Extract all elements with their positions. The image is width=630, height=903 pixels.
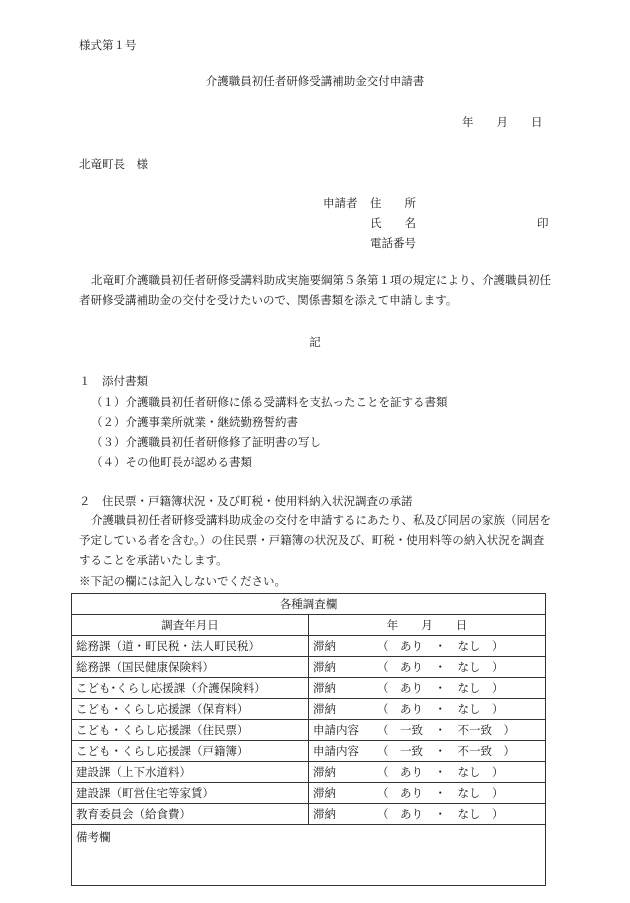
status-cell	[309, 783, 546, 804]
attachment-item: （２）介護事業所就業・継続勤務誓約書	[91, 415, 298, 429]
status-options: （ あり ・ なし ）	[377, 681, 504, 695]
department-cell: こども・くらし応援課（住民票）	[72, 720, 309, 741]
department-cell: 教育委員会（給食費）	[72, 804, 309, 825]
status-cell	[309, 699, 546, 720]
remarks-field: 備考欄	[72, 825, 546, 886]
status-options: （ あり ・ なし ）	[377, 702, 504, 716]
applicant-label: 申請者	[323, 196, 358, 210]
status-kind: 申請内容	[313, 744, 359, 758]
seal-mark: 印	[537, 216, 549, 230]
attachment-item: （１）介護職員初任者研修に係る受講料を支払ったことを証する書類	[91, 395, 448, 409]
status-kind: 申請内容	[313, 723, 359, 737]
survey-table	[71, 593, 546, 886]
status-cell	[309, 657, 546, 678]
department-cell: 総務課（道・町民税・法人町民税）	[72, 636, 309, 657]
survey-table-title: 各種調査欄	[72, 594, 546, 615]
table-row	[72, 699, 546, 720]
consent-paragraph: 介護職員初任者研修受講料助成金の交付を申請するにあたり、私及び同居の家族（同居を予定している者を含む。）の住民票・戸籍簿の状況及び、町税・使用料等の納入状況を調査することを承諾いたします。	[79, 513, 551, 567]
table-row	[72, 720, 546, 741]
department-cell: 建設課（上下水道料）	[72, 762, 309, 783]
department-cell: 総務課（国民健康保険料）	[72, 657, 309, 678]
department-cell: こども・くらし応援課（保育料）	[72, 699, 309, 720]
status-cell	[309, 636, 546, 657]
status-kind: 滞納	[313, 765, 336, 779]
attachment-item: （３）介護職員初任者研修修了証明書の写し	[91, 435, 321, 449]
survey-date-header: 調査年月日	[72, 615, 309, 636]
status-options: （ 一致 ・ 不一致 ）	[377, 723, 515, 737]
application-date: 年 月 日	[462, 115, 543, 129]
status-options: （ あり ・ なし ）	[377, 807, 504, 821]
status-cell	[309, 741, 546, 762]
office-use-note: ※下記の欄には記入しないでください。	[79, 574, 286, 588]
table-row	[72, 741, 546, 762]
table-row	[72, 783, 546, 804]
department-cell: 建設課（町営住宅等家賃）	[72, 783, 309, 804]
body-paragraph: 北竜町介護職員初任者研修受講料助成実施要綱第５条第１項の規定により、介護職員初任者研修受講補助金の交付を受けたいので、関係書類を添えて申請します。	[79, 273, 551, 307]
status-options: （ あり ・ なし ）	[377, 786, 504, 800]
status-kind: 滞納	[313, 639, 336, 653]
status-cell	[309, 720, 546, 741]
status-kind: 滞納	[313, 660, 336, 674]
table-row	[72, 657, 546, 678]
ki-mark: 記	[309, 335, 321, 349]
form-number: 様式第１号	[79, 38, 137, 52]
section2-heading: ２ 住民票・戸籍簿状況・及び町税・使用料納入状況調査の承諾	[79, 494, 413, 508]
addressee: 北竜町長 様	[79, 157, 148, 171]
status-cell	[309, 804, 546, 825]
table-row	[72, 678, 546, 699]
table-row	[72, 762, 546, 783]
status-kind: 滞納	[313, 807, 336, 821]
document-title: 介護職員初任者研修受講補助金交付申請書	[205, 74, 425, 88]
status-options: （ 一致 ・ 不一致 ）	[377, 744, 515, 758]
attachment-item: （４）その他町長が認める書類	[91, 455, 252, 469]
status-cell	[309, 678, 546, 699]
section1-heading: １ 添付書類	[79, 374, 148, 388]
table-row	[72, 804, 546, 825]
status-options: （ あり ・ なし ）	[377, 765, 504, 779]
department-cell: こども･くらし応援課（介護保険料）	[72, 678, 309, 699]
address-label: 住 所	[370, 196, 416, 210]
status-options: （ あり ・ なし ）	[377, 639, 504, 653]
name-label: 氏 名	[370, 216, 416, 230]
status-options: （ あり ・ なし ）	[377, 660, 504, 674]
status-kind: 滞納	[313, 786, 336, 800]
department-cell: こども・くらし応援課（戸籍簿）	[72, 741, 309, 762]
table-row	[72, 636, 546, 657]
status-kind: 滞納	[313, 702, 336, 716]
phone-label: 電話番号	[370, 236, 416, 250]
status-cell	[309, 762, 546, 783]
survey-date-value: 年 月 日	[309, 615, 546, 636]
status-kind: 滞納	[313, 681, 336, 695]
